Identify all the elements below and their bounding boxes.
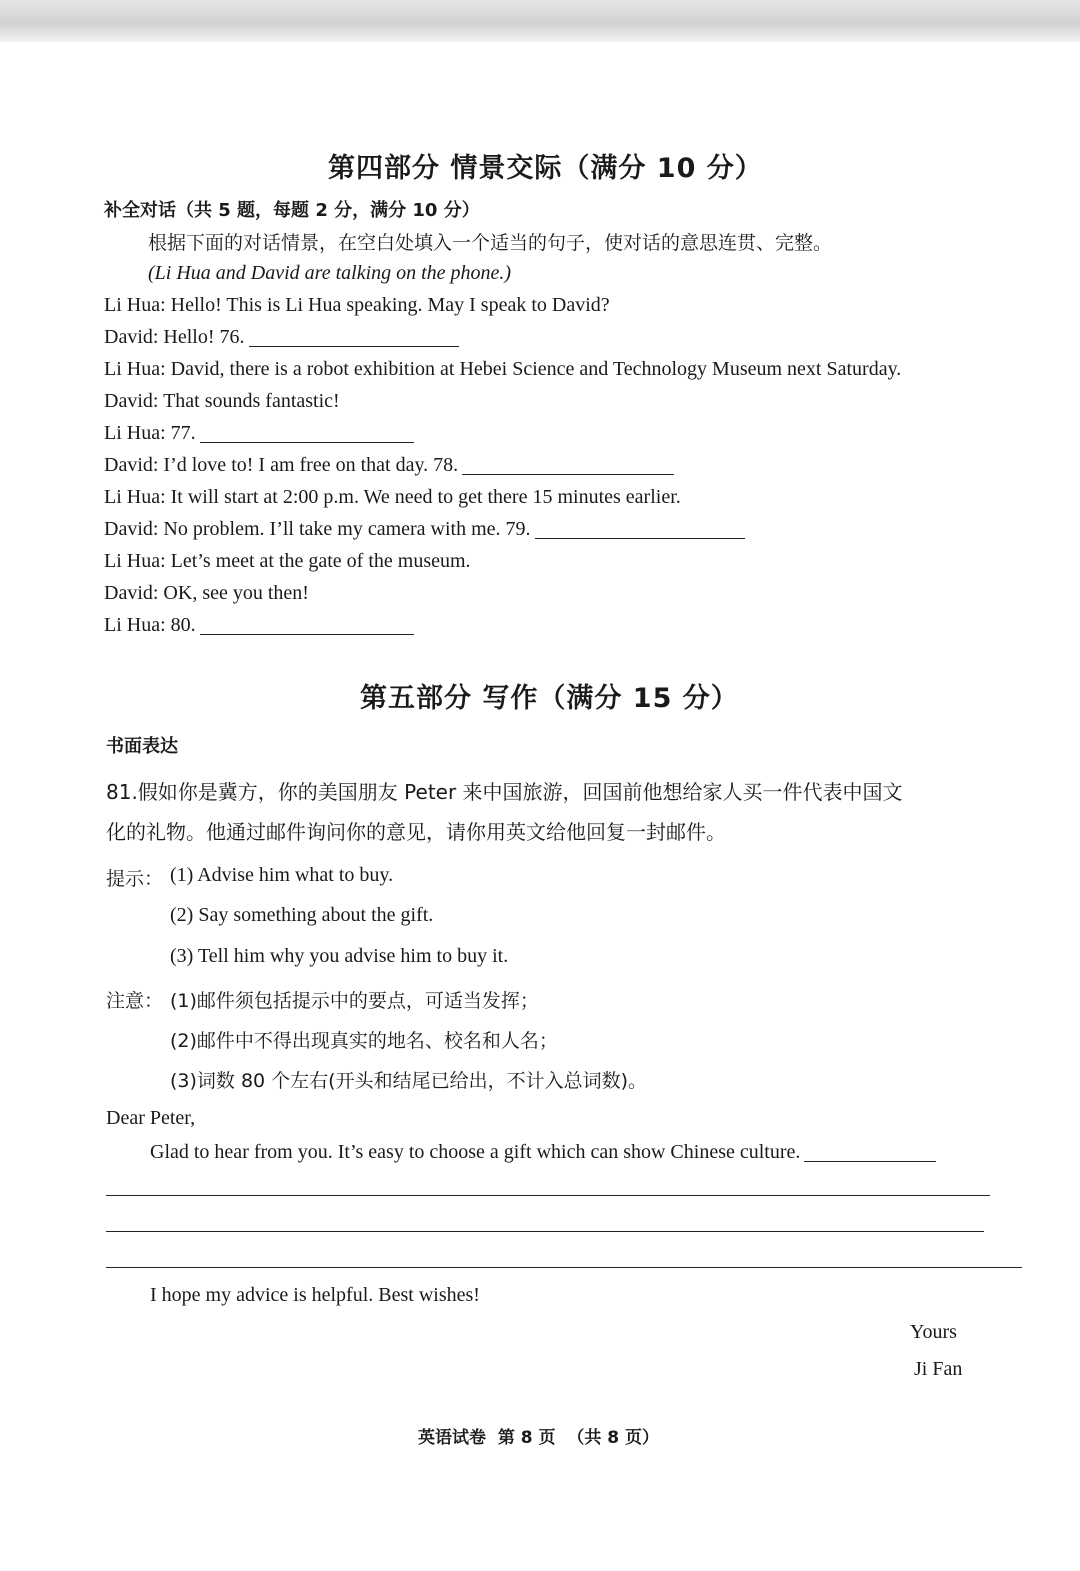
dialogue-line: Li Hua: 77. [104, 422, 414, 445]
part5-title: 第五部分 写作（满分 15 分） [360, 683, 739, 714]
letter-salutation: Dear Peter, [106, 1107, 196, 1129]
writing-prompt-line: 化的礼物。他通过邮件询问你的意见，请你用英文给他回复一封邮件。 [106, 820, 726, 844]
hint-item: (2) Say something about the gift. [170, 904, 434, 926]
hint-item: (3) Tell him why you advise him to buy it. [170, 945, 509, 967]
dialogue-line: Li Hua: Let’s meet at the gate of the museum. [104, 550, 471, 572]
writing-line[interactable] [106, 1231, 984, 1232]
dialogue-line: David: Hello! 76. [104, 326, 459, 349]
part5-subtitle: 书面表达 [106, 736, 178, 757]
note-item: (3)词数 80 个左右(开头和结尾已给出，不计入总词数)。 [170, 1070, 647, 1092]
dialogue-line: Li Hua: David, there is a robot exhibition at Hebei Science and Technology Museum next Saturday. [104, 358, 902, 380]
part4-instruction: 根据下面的对话情景，在空白处填入一个适当的句子，使对话的意思连贯、完整。 [148, 232, 833, 254]
part4-subtitle: 补全对话（共 5 题，每题 2 分，满分 10 分） [104, 200, 480, 221]
dialogue-line: Li Hua: 80. [104, 614, 414, 637]
writing-blank-start[interactable] [804, 1141, 936, 1162]
dialogue-line: Li Hua: Hello! This is Li Hua speaking. May I speak to David? [104, 294, 610, 316]
dialogue-line: David: I’d love to! I am free on that day. 78. [104, 454, 674, 477]
hints-label: 提示： [106, 868, 164, 890]
writing-line[interactable] [106, 1195, 990, 1196]
part4-title: 第四部分 情景交际（满分 10 分） [328, 153, 763, 184]
page-footer: 英语试卷 第 8 页 （共 8 页） [418, 1428, 660, 1448]
answer-blank-77[interactable] [200, 422, 414, 443]
letter-opening: Glad to hear from you. It’s easy to choose a gift which can show Chinese culture. [150, 1141, 936, 1164]
note-item: (2)邮件中不得出现真实的地名、校名和人名； [170, 1030, 558, 1052]
writing-line[interactable] [106, 1267, 1022, 1268]
dialogue-line: David: No problem. I’ll take my camera with me. 79. [104, 518, 745, 541]
notes-label: 注意： [106, 990, 164, 1012]
hint-item: (1) Advise him what to buy. [170, 864, 394, 886]
answer-blank-79[interactable] [535, 518, 745, 539]
dialogue-line: David: OK, see you then! [104, 582, 309, 604]
letter-signoff: Yours [910, 1321, 957, 1343]
dialogue-scene: (Li Hua and David are talking on the phone.) [148, 262, 512, 284]
dialogue-line: Li Hua: It will start at 2:00 p.m. We need to get there 15 minutes earlier. [104, 486, 681, 508]
letter-signature: Ji Fan [914, 1358, 962, 1380]
writing-prompt-line: 81.假如你是冀方，你的美国朋友 Peter 来中国旅游，回国前他想给家人买一件代表中国文 [106, 780, 903, 804]
note-item: (1)邮件须包括提示中的要点，可适当发挥； [170, 990, 539, 1012]
answer-blank-76[interactable] [249, 326, 459, 347]
dialogue-line: David: That sounds fantastic! [104, 390, 340, 412]
scan-top-edge [0, 0, 1080, 42]
answer-blank-78[interactable] [462, 454, 674, 475]
answer-blank-80[interactable] [200, 614, 414, 635]
letter-closing: I hope my advice is helpful. Best wishes! [150, 1284, 480, 1306]
